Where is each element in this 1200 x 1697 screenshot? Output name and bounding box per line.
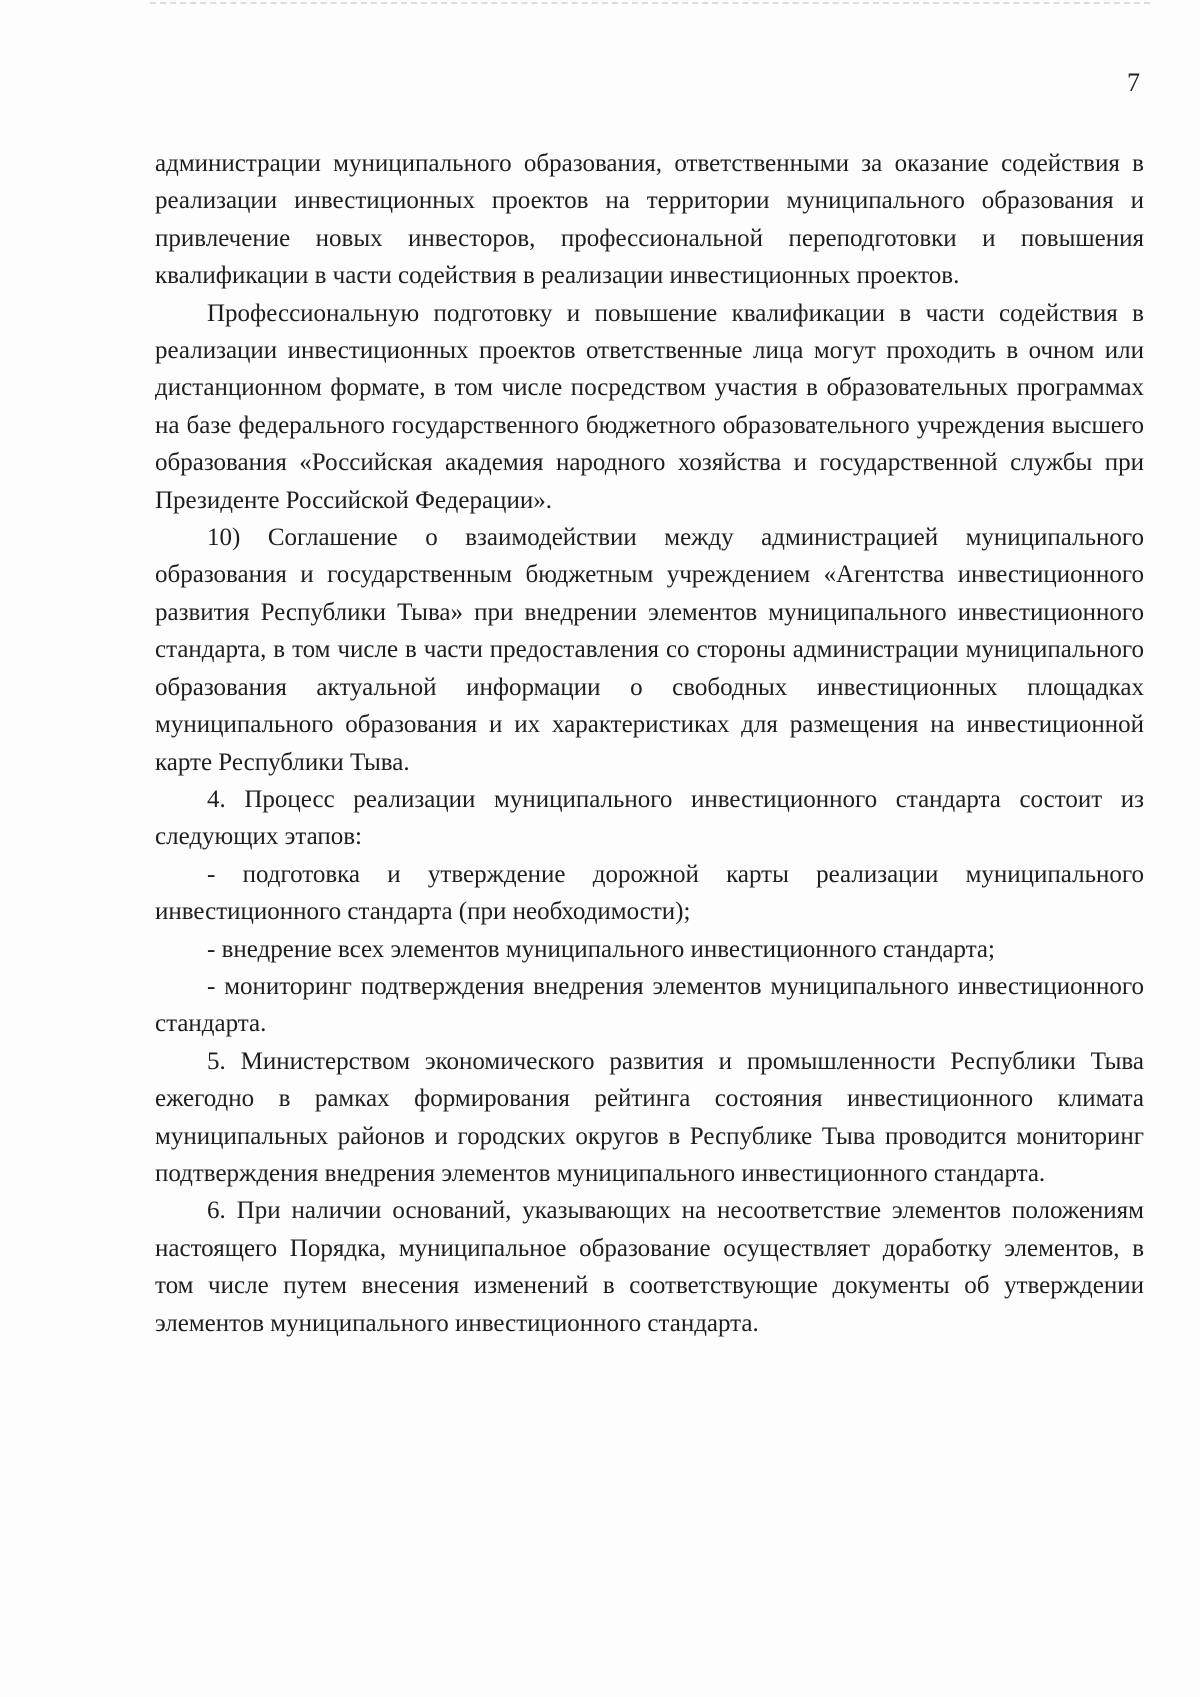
paragraph-section-6-revision: 6. При наличии оснований, указывающих на несоответствие элементов положениям настоящего Порядка, муниципальное образование осуществляет доработку элементов, в том числе путем внесения изменений в соответствующие документы об утверждении элементов муниципального инвестиционного стандарта. — [155, 1197, 1144, 1337]
paragraph-item-10-agreement: 10) Соглашение о взаимодействии между администрацией муниципального образования и государственным бюджетным учреждением «Агентства инвестиционного развития Республики Тыва» при внедрении элементов муниципального инвестиционного стандарта, в том числе в части предоставления со стороны администрации муниципального образования актуальной информации о свободных инвестиционных площадках муниципального образования и их характеристиках для размещения на инвестиционной карте Республики Тыва. — [155, 524, 1144, 776]
paragraph-professional-training: Профессиональную подготовку и повышение квалификации в части содействия в реализации инвестиционных проектов ответственные лица могут проходить в очном или дистанционном формате, в том числе посредством участия в образовательных программах на базе федерального государственного бюджетного образовательного учреждения высшего образования «Российская академия народного хозяйства и государственной службы при Президенте Российской Федерации». — [155, 299, 1144, 514]
list-item-roadmap: - подготовка и утверждение дорожной карты реализации муниципального инвестиционного стандарта (при необходимости); — [155, 860, 1144, 926]
paragraph-section-5-ministry: 5. Министерством экономического развития и промышленности Республики Тыва ежегодно в рамках формирования рейтинга состояния инвестиционного климата муниципальных районов и городских округов в Республике Тыва проводится мониторинг подтверждения внедрения элементов муниципального инвестиционного стандарта. — [155, 1047, 1144, 1187]
list-item-implementation: - внедрение всех элементов муниципального инвестиционного стандарта; — [207, 935, 995, 963]
scan-edge-artifact — [150, 2, 1150, 7]
page-number: 7 — [1127, 68, 1140, 97]
paragraph-section-4-process: 4. Процесс реализации муниципального инвестиционного стандарта состоит из следующих этапов: — [155, 785, 1144, 851]
document-body — [155, 145, 1144, 1342]
list-item-monitoring: - мониторинг подтверждения внедрения элементов муниципального инвестиционного стандарта. — [155, 972, 1144, 1038]
paragraph-continuation: администрации муниципального образования, ответственными за оказание содействия в реализации инвестиционных проектов на территории муниципального образования и привлечение новых инвесторов, профессиональной переподготовки и повышения квалификации в части содействия в реализации инвестиционных проектов. — [155, 150, 1144, 290]
